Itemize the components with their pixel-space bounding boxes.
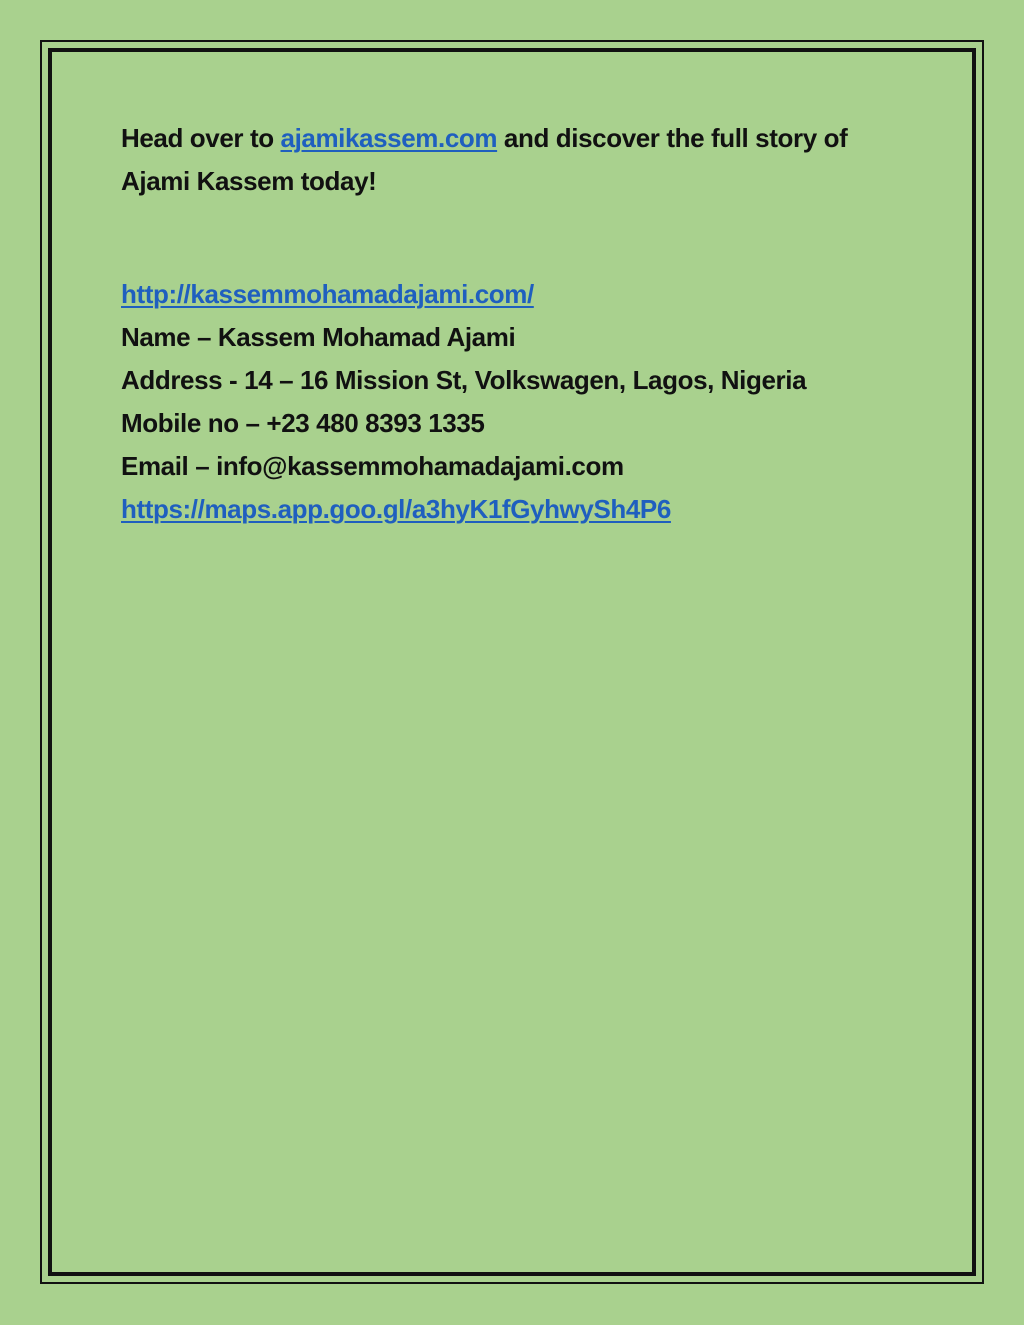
intro-text-after: and discover the full story of Ajami Kassem today!	[121, 123, 848, 196]
email-line: Email – info@kassemmohamadajami.com	[121, 451, 624, 481]
website-link[interactable]: http://kassemmohamadajami.com/	[121, 279, 534, 309]
mobile-line: Mobile no – +23 480 8393 1335	[121, 408, 485, 438]
paragraph-spacer	[121, 203, 881, 273]
document-body	[121, 117, 881, 531]
name-line: Name – Kassem Mohamad Ajami	[121, 322, 516, 352]
address-line: Address - 14 – 16 Mission St, Volkswagen, Lagos, Nigeria	[121, 365, 807, 395]
ajamikassem-link[interactable]: ajamikassem.com	[280, 123, 498, 153]
intro-paragraph	[121, 117, 881, 203]
intro-text-before: Head over to	[121, 123, 281, 153]
maps-link[interactable]: https://maps.app.goo.gl/a3hyK1fGyhwySh4P6	[121, 494, 671, 524]
